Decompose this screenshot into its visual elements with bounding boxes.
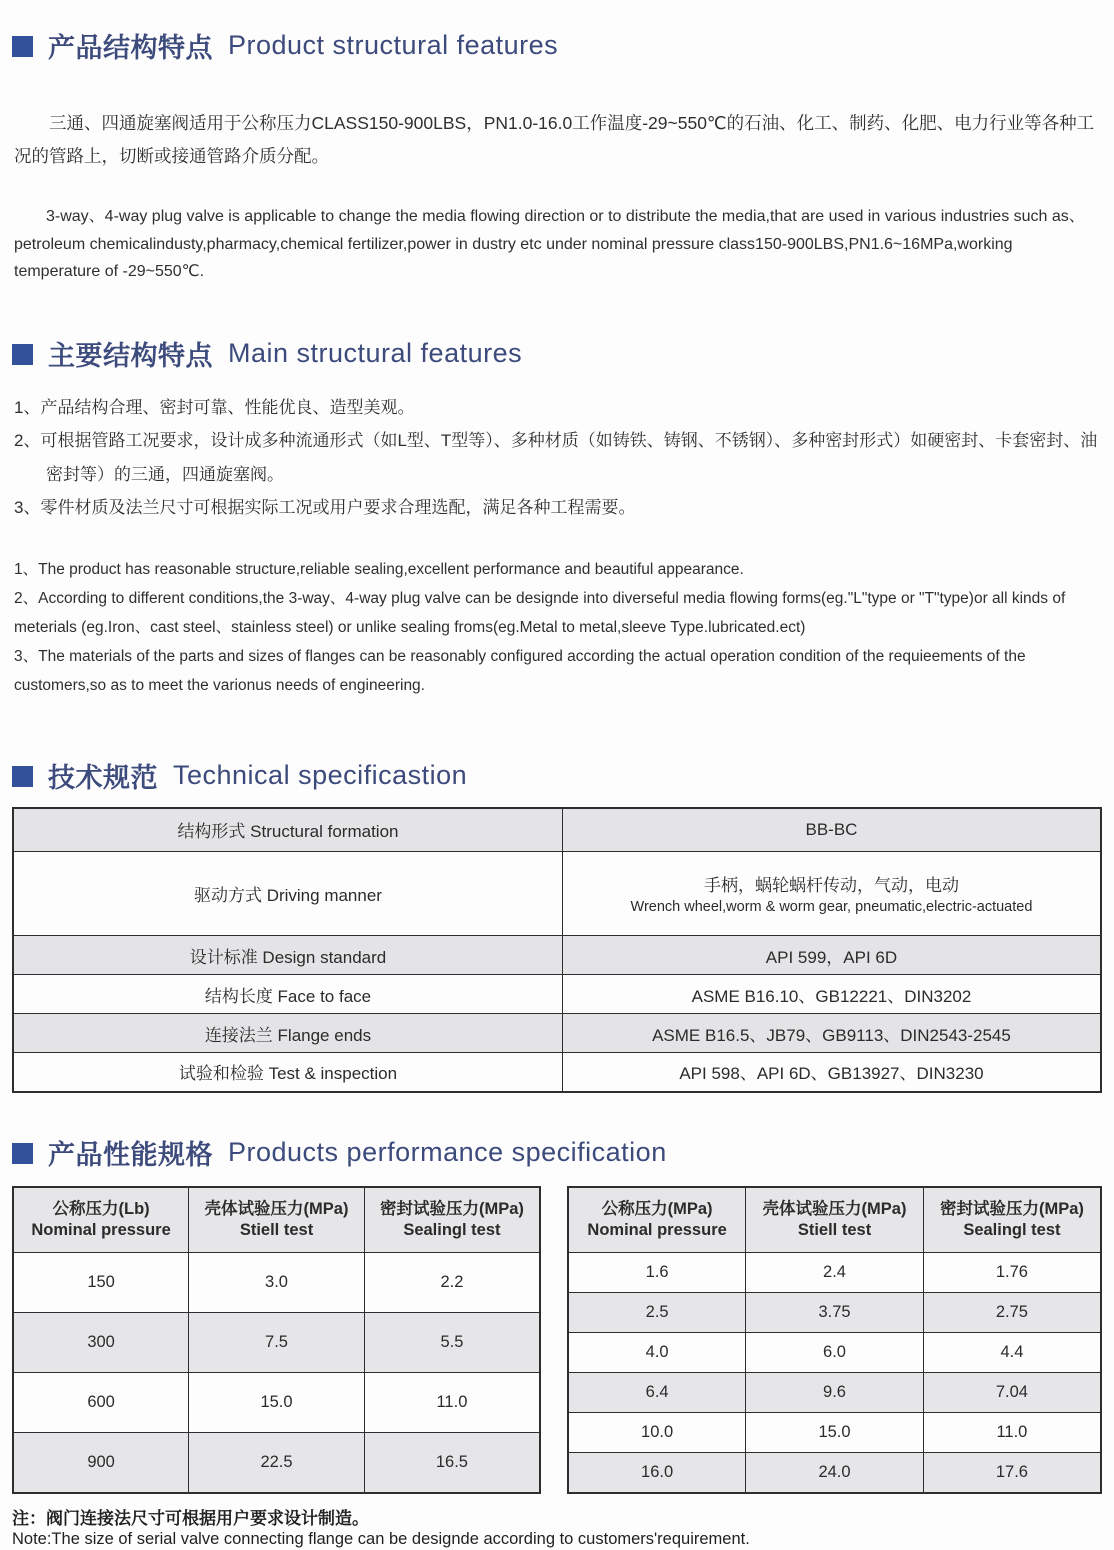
cell-line: 公称压力(MPa) [601,1199,713,1218]
list-item: 2、可根据管路工况要求，设计成多种流通形式（如L型、T型等）、多种材质（如铸铁、铸钢、不锈钢）、多种密封形式）如硬密封、卡套密封、油密封等）的三通，四通旋塞阀。 [14,431,1098,484]
cell-line: 6.4 [645,1383,669,1401]
cell-line: 9.6 [823,1383,846,1401]
cell-line: Nominal pressure [31,1220,171,1239]
cell-line: 300 [87,1333,115,1351]
section-heading-main-features [12,334,1102,373]
table-cell [13,1433,189,1493]
performance-table-mpa [567,1186,1102,1494]
heading-square-icon [12,344,33,365]
cell-line: API 598、API 6D、GB13927、DIN3230 [679,1064,984,1084]
cell-line: 壳体试验压力(MPa) [204,1199,349,1218]
table-header-cell [364,1187,540,1253]
performance-table-lb [12,1186,541,1494]
table-header-row [13,1187,540,1253]
cell-line: 1.6 [645,1263,669,1281]
cell-line: 15.0 [260,1393,293,1411]
cell-line: 15.0 [818,1423,851,1441]
cell-line: ASME B16.10、GB12221、DIN3202 [691,986,972,1006]
table-cell [364,1253,540,1313]
table-cell [923,1453,1101,1493]
table-cell [923,1373,1101,1413]
cell-line: 10.0 [641,1423,674,1441]
cell-line: 5.5 [440,1333,464,1351]
table-cell [13,936,562,975]
table-cell [923,1413,1101,1453]
table-cell [189,1253,365,1313]
table-row [13,1253,540,1313]
footnote [12,1508,1102,1550]
cell-line: 试验和检验 Test & inspection [178,1064,398,1084]
table-cell [364,1433,540,1493]
table-header-cell [13,1187,189,1253]
cell-line: 公称压力(Lb) [52,1199,150,1218]
table-cell [568,1413,746,1453]
table-cell [13,1313,189,1373]
cell-line: 1.76 [995,1263,1028,1281]
cell-line: 结构长度 Face to face [204,986,372,1006]
table-cell [562,936,1101,975]
table-cell [562,1053,1101,1092]
table-cell [568,1293,746,1333]
cell-line: 密封试验压力(MPa) [379,1199,524,1218]
cell-line: Stiell test [239,1220,314,1239]
list-item: 1、产品结构合理、密封可靠、性能优良、造型美观。 [14,397,415,417]
cell-line: 2.75 [995,1303,1028,1321]
heading-zh: 产品性能规格 [48,1139,213,1170]
cell-line: 设计标准 Design standard [189,947,387,967]
main-features-list-en [14,555,1102,700]
cell-line: Stiell test [797,1220,872,1239]
cell-line: 3.0 [265,1273,288,1291]
cell-line: 4.0 [645,1343,669,1361]
section-heading-performance [12,1133,1102,1172]
cell-line: 4.4 [1000,1343,1024,1361]
footnote-en: Note:The size of serial valve connecting flange can be designde according to customers'requirement. [12,1529,750,1548]
cell-line: 16.5 [435,1452,468,1471]
table-cell [562,975,1101,1014]
table-header-cell [189,1187,365,1253]
table-cell [746,1333,924,1373]
table-cell [562,808,1101,852]
table-cell [562,1014,1101,1053]
section-heading-tech-spec [12,756,1102,795]
table-row [13,1373,540,1433]
table-cell [568,1453,746,1493]
table-cell [923,1253,1101,1293]
cell-line: 900 [87,1452,115,1471]
cell-line: 壳体试验压力(MPa) [762,1199,907,1218]
table-row [568,1453,1101,1493]
cell-line: 手柄，蜗轮蜗杆传动，气动，电动 [703,876,959,895]
table-cell [13,975,562,1014]
table-row [568,1373,1101,1413]
table-cell [746,1253,924,1293]
cell-line: 驱动方式 Driving manner [193,886,382,905]
cell-line: ASME B16.5、JB79、GB9113、DIN2543-2545 [652,1025,1011,1045]
list-item: 3、The materials of the parts and sizes of flanges can be reasonably configured according the actual operation condition of the requieements of the customers,so as to meet the varionus needs of engineering. [14,647,1026,694]
cell-line: Wrench wheel,worm & worm gear, pneumatic,electric-actuated [630,899,1033,915]
tech-spec-table [12,807,1102,1093]
list-item: 3、零件材质及法兰尺寸可根据实际工况或用户要求合理选配，满足各种工程需要。 [14,498,636,517]
cell-line: 16.0 [641,1462,674,1481]
cell-line: 24.0 [818,1462,851,1481]
heading-zh: 产品结构特点 [48,33,213,63]
heading-en: Technical specificastion [173,759,468,790]
table-cell [364,1373,540,1433]
heading-zh: 主要结构特点 [48,340,213,371]
cell-line: 150 [87,1273,115,1291]
table-row [568,1253,1101,1293]
table-cell [13,1373,189,1433]
table-cell [13,852,562,936]
table-cell [746,1453,924,1493]
list-item: 2、According to different conditions,the 3-way、4-way plug valve can be designde into diverseful media flowing forms(eg."L"type or "T"type)or all kinds of meterials (eg.Iron、cast steel、stainless steel) or unlike sealing froms(eg.Metal to metal,sleeve Type.lubricated.ect) [14,589,1066,636]
table-row [568,1293,1101,1333]
table-header-cell [568,1187,746,1253]
cell-line: Sealingl test [963,1220,1061,1239]
table-cell [568,1333,746,1373]
list-item: 1、The product has reasonable structure,reliable sealing,excellent performance and beautiful appearance. [14,560,744,578]
cell-line: 22.5 [260,1452,293,1471]
table-row [13,936,1101,975]
table-row [13,1014,1101,1053]
table-cell [364,1313,540,1373]
table-cell [746,1293,924,1333]
cell-line: 3.75 [818,1303,851,1321]
cell-line: 连接法兰 Flange ends [204,1025,372,1045]
table-row [13,808,1101,852]
table-row [568,1333,1101,1373]
table-header-row [568,1187,1101,1253]
table-row [568,1413,1101,1453]
cell-line: 6.0 [823,1343,846,1361]
table-cell [13,1253,189,1313]
cell-line: 2.5 [645,1303,669,1321]
cell-line: 600 [87,1393,115,1411]
cell-line: 密封试验压力(MPa) [939,1199,1084,1218]
heading-square-icon [12,766,33,787]
cell-line: 2.4 [823,1263,846,1281]
cell-line: Sealingl test [403,1220,501,1239]
table-cell [568,1373,746,1413]
table-row [13,1313,540,1373]
performance-tables [12,1186,1102,1494]
table-row [13,1433,540,1493]
cell-line: 11.0 [996,1423,1028,1441]
table-cell [923,1293,1101,1333]
heading-en: Main structural features [228,337,523,368]
table-row [13,975,1101,1014]
cell-line: 17.6 [995,1462,1028,1481]
cell-line: BB-BC [805,819,858,839]
table-cell [568,1253,746,1293]
table-cell [923,1333,1101,1373]
table-cell [189,1313,365,1373]
cell-line: API 599，API 6D [765,947,898,967]
heading-en: Products performance specification [228,1136,667,1167]
table-cell [189,1373,365,1433]
product-features-paragraph-zh: 三通、四通旋塞阀适用于公称压力CLASS150-900LBS，PN1.0-16.0工作温度-29~550℃的石油、化工、制药、化肥、电力行业等各种工况的管路上，切断或接通管路介质分配。 [14,113,1095,166]
heading-en: Product structural features [228,30,559,60]
main-features-list-zh [14,391,1102,525]
table-cell [13,1053,562,1092]
product-features-paragraph-en: 3-way、4-way plug valve is applicable to change the media flowing direction or to distribute the media,that are used in various industries such as、petroleum chemicalindusty,pharmacy,chemical fertilizer,power in dustry etc under nominal pressure class150-900LBS,PN1.6~16MPa,working temperature of -29~550℃. [14,208,1085,280]
cell-line: 2.2 [440,1273,464,1291]
table-cell [746,1373,924,1413]
section-heading-product-features [12,26,1102,65]
cell-line: 11.0 [436,1393,468,1411]
heading-zh: 技术规范 [48,762,158,793]
cell-line: 7.04 [995,1383,1028,1401]
cell-line: Nominal pressure [587,1220,727,1239]
table-cell [562,852,1101,936]
cell-line: 结构形式 Structural formation [177,822,399,842]
table-header-cell [923,1187,1101,1253]
footnote-zh: 注：阀门连接法尺寸可根据用户要求设计制造。 [12,1508,369,1528]
table-row [13,1053,1101,1092]
table-row [13,852,1101,936]
heading-square-icon [12,36,33,57]
table-cell [13,1014,562,1053]
table-cell [13,808,562,852]
table-cell [189,1433,365,1493]
table-cell [746,1413,924,1453]
cell-line: 7.5 [265,1333,288,1351]
table-header-cell [746,1187,924,1253]
heading-square-icon [12,1143,33,1164]
